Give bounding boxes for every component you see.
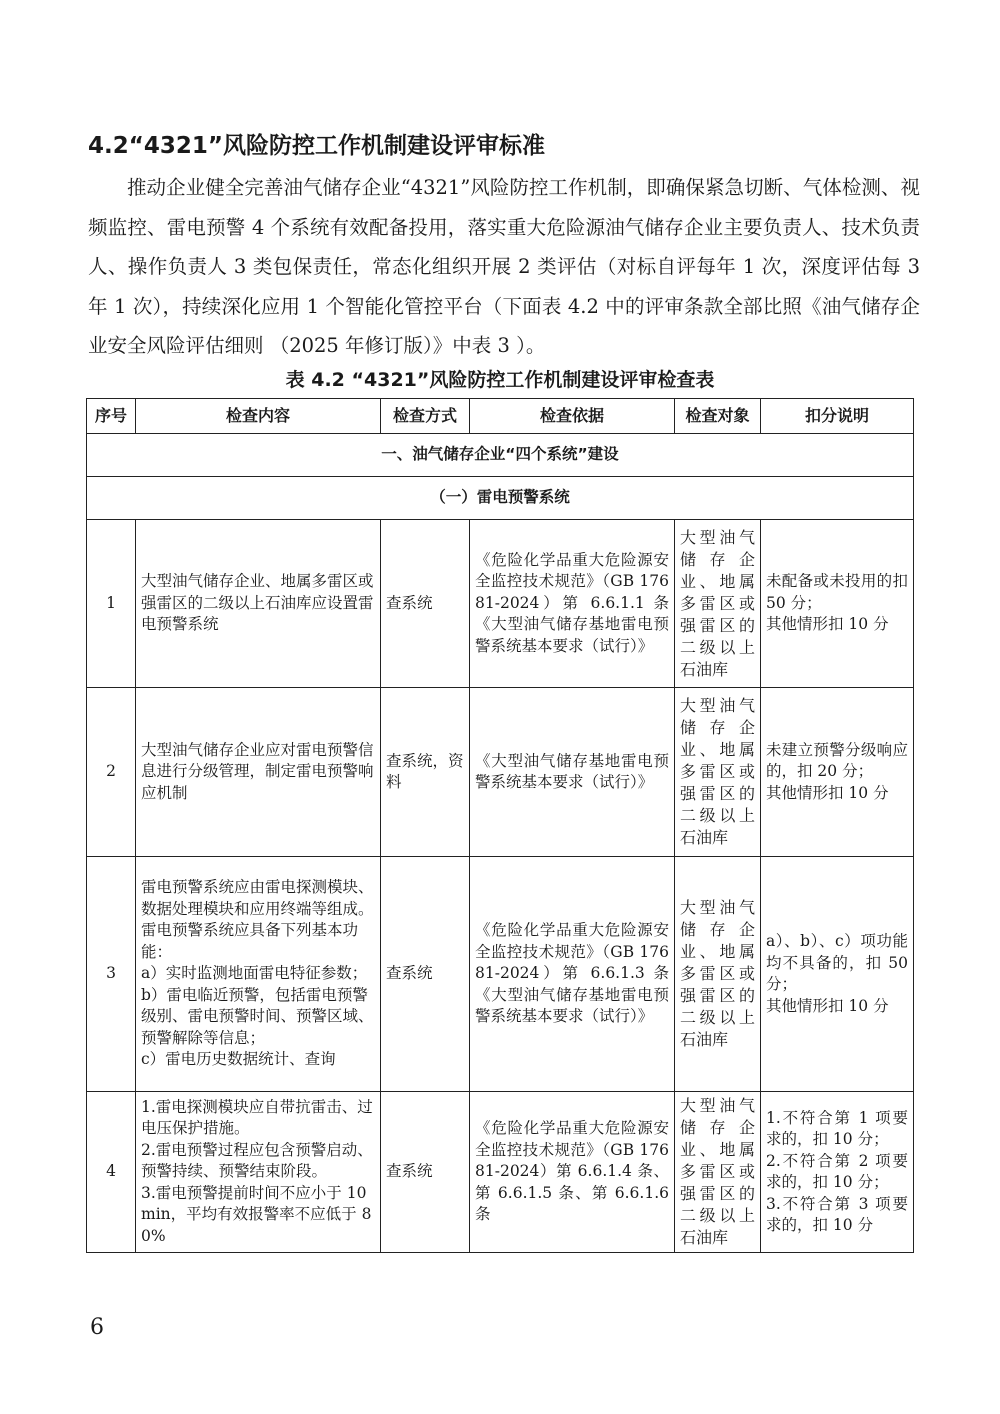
page-number: 6 (90, 1315, 104, 1340)
row-number: 4 (87, 1092, 136, 1253)
subsection-title: （一）雷电预警系统 (87, 477, 914, 520)
section-title: 一、油气储存企业“四个系统”建设 (87, 434, 914, 477)
subsection-row (87, 477, 914, 520)
check-content-text: 大型油气储存企业应对雷电预警信息进行分级管理，制定雷电预警响应机制 (141, 740, 374, 802)
check-method: 查系统 (381, 857, 470, 1092)
section-heading: 4.2“4321”风险防控工作机制建设评审标准 (88, 133, 545, 159)
check-basis: 《危险化学品重大危险源安全监控技术规范》（GB 17681-2024）第 6.6.1.3 条《大型油气储存基地雷电预警系统基本要求（试行）》 (470, 857, 675, 1092)
section-row (87, 434, 914, 477)
deduction-note-text: 未建立预警分级响应的，扣 20 分； 其他情形扣 10 分 (766, 740, 908, 802)
deduction-note-text: 未配备或未投用的扣 50 分； 其他情形扣 10 分 (766, 572, 908, 634)
header-method: 检查方式 (381, 399, 470, 434)
check-content (136, 857, 381, 1092)
review-checklist-table (86, 398, 914, 1253)
check-target: 大型油气储存企业、地属多雷区或强雷区的二级以上石油库 (675, 1092, 761, 1253)
table-caption: 表 4.2 “4321”风险防控工作机制建设评审检查表 (285, 369, 715, 391)
deduction-note (761, 520, 914, 688)
row-number: 3 (87, 857, 136, 1092)
check-method: 查系统，资料 (381, 688, 470, 857)
check-content (136, 1092, 381, 1253)
check-target: 大型油气储存企业、地属多雷区或强雷区的二级以上石油库 (675, 857, 761, 1092)
header-content: 检查内容 (136, 399, 381, 434)
check-method: 查系统 (381, 1092, 470, 1253)
deduction-note (761, 688, 914, 857)
row-number: 1 (87, 520, 136, 688)
table-row (87, 688, 914, 857)
table-row (87, 1092, 914, 1253)
table-row (87, 857, 914, 1092)
header-no: 序号 (87, 399, 136, 434)
check-content-text: 1.雷电探测模块应自带抗雷击、过电压保护措施。 2.雷电预警过程应包含预警启动、预警持续、预警结束阶段。 3.雷电预警提前时间不应小于 10min，平均有效报警率不应低于 80% (141, 1097, 373, 1245)
header-target: 检查对象 (675, 399, 761, 434)
check-basis: 《危险化学品重大危险源安全监控技术规范》（GB 17681-2024）第 6.6.1.4 条、第 6.6.1.5 条、第 6.6.1.6 条 (470, 1092, 675, 1253)
check-target: 大型油气储存企业、地属多雷区或强雷区的二级以上石油库 (675, 688, 761, 857)
check-content-text: 雷电预警系统应由雷电探测模块、数据处理模块和应用终端等组成。雷电预警系统应具备下列基本功能： a）实时监测地面雷电特征参数； b）雷电临近预警，包括雷电预警级别、雷电预警时间、预警区域、预警解除等信息； c）雷电历史数据统计、查询 (141, 878, 374, 1069)
check-basis: 《危险化学品重大危险源安全监控技术规范》（GB 17681-2024）第 6.6.1.1 条《大型油气储存基地雷电预警系统基本要求（试行）》 (470, 520, 675, 688)
check-content (136, 688, 381, 857)
check-method: 查系统 (381, 520, 470, 688)
table-header-row (87, 399, 914, 434)
check-content-text: 大型油气储存企业、地属多雷区或强雷区的二级以上石油库应设置雷电预警系统 (141, 572, 374, 634)
deduction-note (761, 857, 914, 1092)
header-basis: 检查依据 (470, 399, 675, 434)
header-deduction: 扣分说明 (761, 399, 914, 434)
intro-paragraph: 推动企业健全完善油气储存企业“4321”风险防控工作机制，即确保紧急切断、气体检测、视频监控、雷电预警 4 个系统有效配备投用，落实重大危险源油气储存企业主要负责人、技术负责人、操作负责人 3 类包保责任，常态化组织开展 2 类评估（对标自评每年 1 次，深度评估每 3 年 1 次），持续深化应用 1 个智能化管控平台（下面表 4.2 中的评审条款全部比照《油气储存企业安全风险评估细则 （2025 年修订版）》中表 3 ）。 (88, 176, 920, 357)
check-basis: 《大型油气储存基地雷电预警系统基本要求（试行）》 (470, 688, 675, 857)
check-target: 大型油气储存企业、地属多雷区或强雷区的二级以上石油库 (675, 520, 761, 688)
deduction-note-text: 1.不符合第 1 项要求的，扣 10 分； 2.不符合第 2 项要求的，扣 10 分； 3.不符合第 3 项要求的，扣 10 分 (766, 1108, 908, 1234)
table-row (87, 520, 914, 688)
deduction-note (761, 1092, 914, 1253)
deduction-note-text: a）、b）、c）项功能均不具备的，扣 50 分； 其他情形扣 10 分 (766, 932, 908, 1015)
row-number: 2 (87, 688, 136, 857)
check-content (136, 520, 381, 688)
